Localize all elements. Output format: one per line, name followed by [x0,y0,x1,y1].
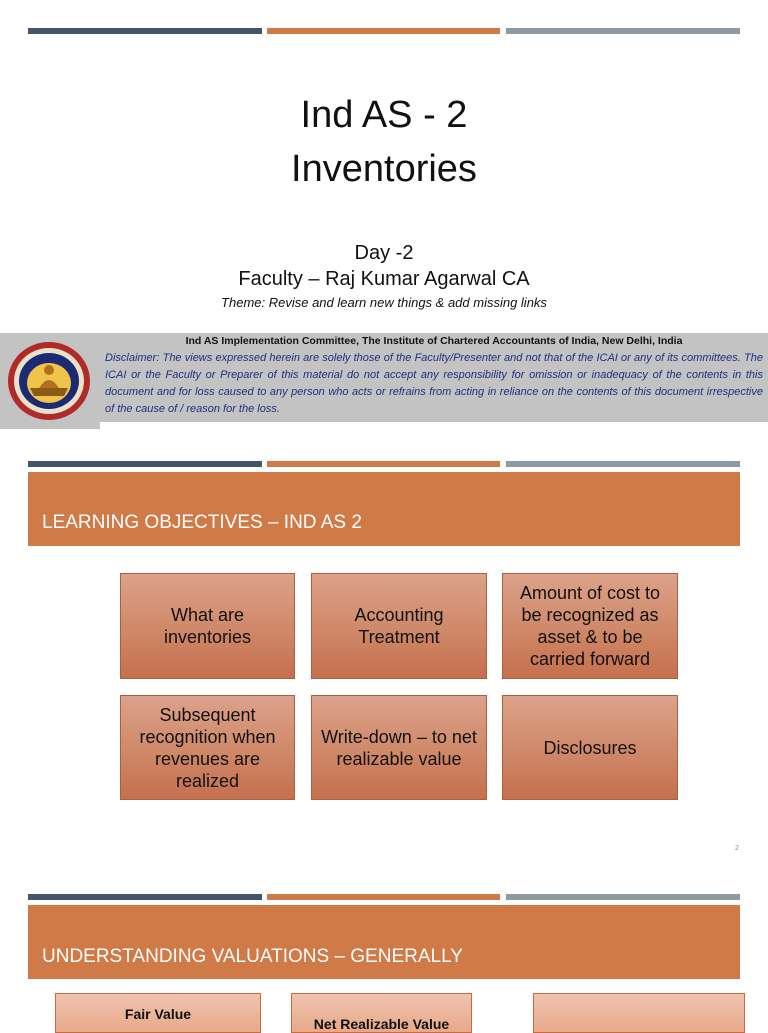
disclaimer-heading: Ind AS Implementation Committee, The Institute of Chartered Accountants of India, New Delhi, India [185,335,683,347]
objective-box-5: Write-down – to net realizable value [311,695,487,800]
slide2-top-bars [28,461,740,467]
icai-logo-icon [6,340,92,422]
page-number: 2 [735,845,739,852]
valuation-box-3 [533,993,745,1033]
slide2-header-title: LEARNING OBJECTIVES – IND AS 2 [42,512,362,533]
slide2-header [28,472,740,546]
slide-title-line2: Inventories [291,148,477,190]
valuation-box-fair-value: Fair Value [55,993,261,1033]
day-label: Day -2 [354,242,414,264]
objective-box-4: Subsequent recognition when revenues are realized [120,695,295,800]
objective-box-1: What are inventories [120,573,295,679]
slide3-header [28,905,740,979]
valuation-box-nrv: Net Realizable Value [291,993,472,1033]
slide3-top-bars [28,894,740,900]
objective-box-3: Amount of cost to be recognized as asset & to be carried forward [502,573,678,679]
slide1-top-bars [28,28,740,34]
objective-box-6: Disclosures [502,695,678,800]
faculty-label: Faculty – Raj Kumar Agarwal CA [238,268,530,290]
slide3-header-title: UNDERSTANDING VALUATIONS – GENERALLY [42,946,463,967]
slide-title-line1: Ind AS - 2 [300,94,468,136]
disclaimer-text: Disclaimer: The views expressed herein are solely those of the Faculty/Presenter and not that of the ICAI or any of its committees. The ICAI or the Faculty or Preparer of this material do not accept any responsibility for omission or inadequacy of the contents in this document and for loss caused to any person who acts or refrains from acting in reliance on the contents of this document irrespective of the cause of / reason for the loss. [105,352,763,415]
theme-label: Theme: Revise and learn new things & add missing links [221,295,547,310]
objective-box-2: Accounting Treatment [311,573,487,679]
